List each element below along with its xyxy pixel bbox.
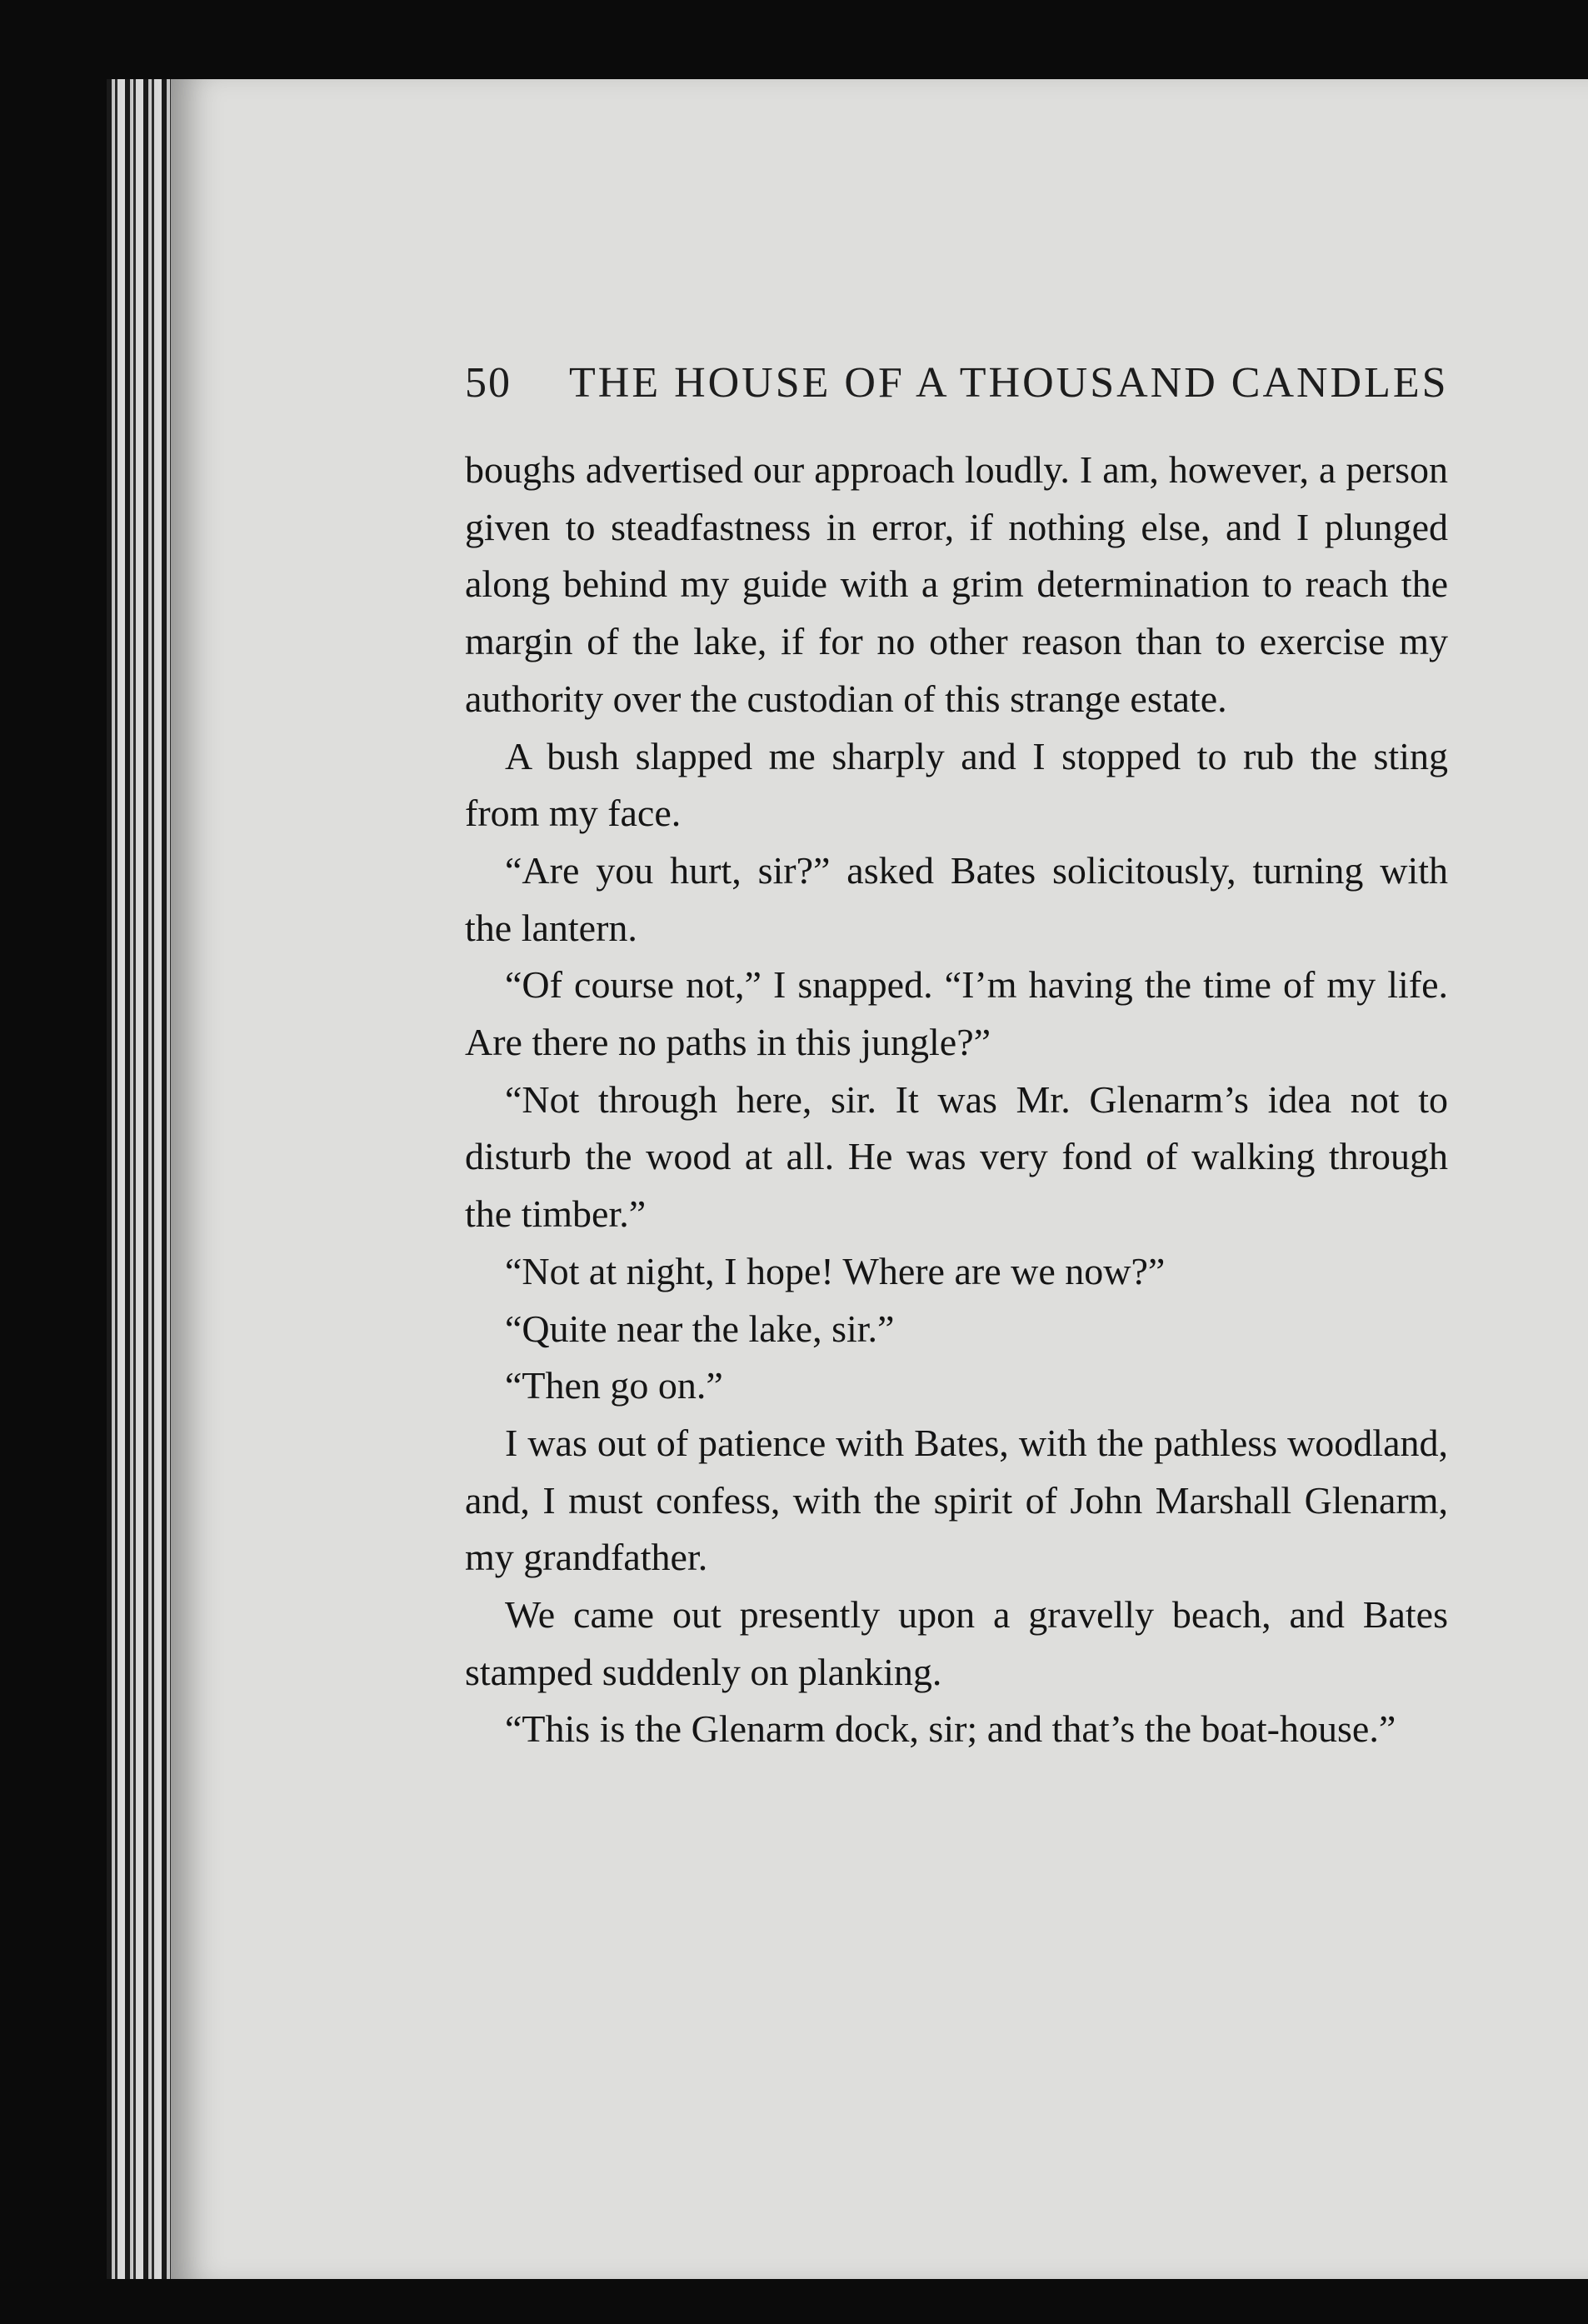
paragraph: “Quite near the lake, sir.” [505,1307,895,1350]
paragraph: We came out presently upon a gravelly beach, and Bates stamped suddenly on planking. [465,1593,1448,1693]
paragraph: “Then go on.” [505,1364,723,1407]
paragraph: boughs advertised our approach loudly. I am, however, a person given to steadfastness in error, if nothing else, and I plunged along behind my guide with a grim determination to reach the margin of the lake, if for no other reason than to exercise my authority over the custodian of this strange estate. [465,448,1448,720]
paragraph: “Not at night, I hope! Where are we now?” [505,1249,1166,1292]
page-number: 50 [465,359,512,407]
paragraph: A bush slapped me sharply and I stopped to rub the sting from my face. [465,734,1448,835]
paragraph: “Not through here, sir. It was Mr. Glenarm’s idea not to disturb the wood at all. He was very fond of walking through the timber.” [465,1077,1448,1236]
running-header [465,358,1448,417]
paragraph: “Are you hurt, sir?” asked Bates solicitously, turning with the lantern. [465,848,1448,949]
paragraph: I was out of patience with Bates, with the pathless woodland, and, I must confess, with the spirit of John Marshall Glenarm, my grandfather. [465,1421,1448,1579]
paragraph: “This is the Glenarm dock, sir; and that’s the boat-house.” [505,1707,1396,1751]
paragraph: “Of course not,” I snapped. “I’m having the time of my life. Are there no paths in this jungle?” [465,963,1448,1064]
body-text [465,442,1448,1758]
running-title: THE HOUSE OF A THOUSAND CANDLES [569,359,1449,407]
scan-bottom-border [171,2279,1588,2324]
